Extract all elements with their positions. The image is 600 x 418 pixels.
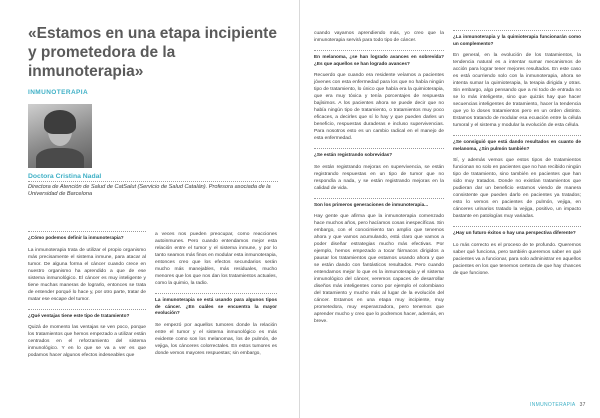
photo-shoulders (36, 148, 84, 168)
right-page (300, 0, 600, 418)
author-divider (28, 181, 278, 182)
answer-paragraph: cuando vayamos aprendiendo más, yo creo que la inmunoterapia servirá para todo tipo de cáncer. (314, 31, 444, 43)
answer-paragraph: La inmunoterapia trata de utilizar el propio organismo más precisamente el sistema inmune, para atacar al tumor. De alguna forma el cáncer cuando crece en nuestro organismo ha aprendido a que de ese sistema inmunológico. El cáncer es muy inteligente y tiene muchas maneras de lograrlo, entonces se trata de entender porqué lo hace y, por otro parte, tratar de matar ese escape del tumor. (28, 247, 146, 302)
question-heading: En melanoma, ¿se han logrado avances en sobrevida? ¿Es que aquellos se han logrado avances? (314, 50, 444, 67)
column-2 (155, 231, 277, 363)
question-heading: ¿Qué ventajas tiene este tipo de tratamiento? (28, 309, 146, 320)
question-heading: Son los primeros generaciones de inmunoterapia... (314, 198, 444, 209)
answer-paragraph: Recuerdo que cuando era residente veíamos a pacientes jóvenes con esta enfermedad para los que no había ningún tipo de tratamiento, lo único que había era la quimioterapia, que era muy tóxica y tenía porcentajes de respuesta bajísimos. A los pacientes ahora se puede decir que no había ningún tipo de tratamiento, o tratamientos muy poco eficaces, a decirles que sí lo hay y que pueden darles un beneficio, respuestas duraderas e incluso supervivencias. Para nosotros esto es un cambio radical en el manejo de esta enfermedad. (314, 73, 444, 142)
photo-hair (44, 110, 76, 134)
column-1 (28, 231, 146, 365)
question-heading: ¿Se consiguió que está dando resultados en cuanto de melanoma, ¿Sin pulmón también? (453, 135, 581, 152)
answer-paragraph: Se están registrando mejoras en supervivencia, se están registrando respuestas en un tipo de tumor que no respondía a nada, y se están registrando mejoras en la calidad de vida. (314, 164, 444, 191)
author-description: Directora de Atención de Salud de CatSalut (Servicio de Salud Catalán). Profesora asociada de la Universidad de Barcelona (28, 184, 271, 198)
author-photo (28, 104, 92, 168)
question-heading: ¿Hay un futuro éxitos o hay una perspectiva diferente? (453, 226, 581, 237)
article-title: «Estamos en una etapa incipiente y prometedora de la inmunoterapia» (28, 25, 277, 80)
answer-paragraph: Sí, y además vemos que estos tipos de tratamientos funcionan no solo en pacientes que no han recibido ningún tipo de tratamiento, sino también en pacientes que han sido muy tratados. Donde no existían tratamientos que pudieran dar un beneficio estamos viendo de manera consistente que pueden darlo en pacientes ya tratados; esto lo vemos en pacientes de pulmón, vejiga, en cánceres urinarios tratado la vejiga, positivo, un impacto bastante en patologías muy variadas. (453, 158, 581, 220)
answer-paragraph: a veces nos pueden preocupar, como reacciones autoinmunes. Pero cuando entendamos mejor esta relación entre el tumor y el sistema inmune, y por lo tanto seamos más finos en modular esta inmunoterapia, entonces creo que los efectos secundarios serán mucho más manejables, más residuales, mucho menores que los que nos dan los tratamientos actuales, como la quimio, la radio. (155, 232, 277, 286)
answer-paragraph: Lo más correcto es el proceso de te profundo. Queremos saber qué funciona, pero también queremos saber en qué pacientes va a funcionar, para solo administrar en aquellos pacientes en los que tenemos certeza de que hay chances de que funcione. (453, 242, 581, 276)
footer-label: INMUNOTERAPIA (530, 402, 576, 408)
question-heading: ¿Se están registrando sobrevidas? (314, 148, 444, 159)
author-name: Doctora Cristina Nadal (28, 173, 102, 180)
answer-paragraph: En general, en la evolución de los tratamientos, la tendencia natural es a intentar sumar mecanismos de acción para lograr tener mejores resultados. En este caso es está ocurriendo solo con la inmunoterapia, ahora se intenta sumar la quimioterapia, la terapia dirigida y otras. Sin embargo, algo pensando que a mi todo de entrada no se lo más inteligente, sino que quizás hay que hacer secuencias inteligentes de tratamiento, hacer la tendencia que yo lo doses tratamientos pero en un orden distinto. Estamos tratando de modular esa ecuación entre la célula tumoral y el sistema y modular la evolución de esta célula. (453, 53, 581, 129)
column-3 (314, 30, 444, 331)
page-footer (530, 402, 586, 408)
section-label: INMUNOTERAPIA (28, 89, 89, 96)
question-heading: ¿Cómo podemos definir la inmunoterapia? (28, 231, 146, 242)
question-heading: ¿La inmunoterapia y la quimioterapia funcionarán como un complemento? (453, 30, 581, 47)
answer-paragraph: Quizá de momento las ventajas se ven poco, porque los tratamientos que hemos empezado a utilizar están centrados en el reforzamiento del sistema inmunológico. Y en lo que se va a ver es que podamos hacer algunos efectos indeseables que (28, 325, 146, 359)
answer-paragraph: Se empezó por aquellos tumores donde la relación entre el tumor y el sistema inmunológico es más evidente como son los melanomas, los de pulmón, de vejiga, los cánceres colorrectales. En estos tumores es donde vemos mayores respuestas; sin embargo, (155, 322, 277, 356)
column-4 (453, 30, 581, 283)
question-heading: La inmunoterapia se está usando para algunos tipos de cáncer. ¿En cuáles se encuentra la mayor evolución? (155, 293, 277, 317)
page-number: 37 (579, 402, 586, 408)
answer-paragraph: Hay gente que afirma que la inmunoterapia comenzado hace muchos años, pero hacíamos cosas inespecíficas. Sin embargo, con el conocimiento tan amplio que tenemos ahora y que vamos acumulando, está claro que vamos a poder diseñar estrategias mucho más efectivas. Por ejemplo, hemos empezado a tocar fármacos dirigidos a pausar los tratamientos que estamos usando ahora y que se están dando con fantásticos resultados. Pero cuando entendamos mejor lo que es la inmunoterapia y el sistema inmunológico del cáncer, veremos capaces de desarrollar diseños más inteligentes como por ejemplo el colombiano del tratamiento y mucho más al lugar de la evolución del cáncer. Estamos en una etapa muy incipiente, muy prometedora, muy esperanzadora, pero tenemos que aprender mucho y creo que lo podremos hacer, además, en breve. (314, 214, 444, 325)
